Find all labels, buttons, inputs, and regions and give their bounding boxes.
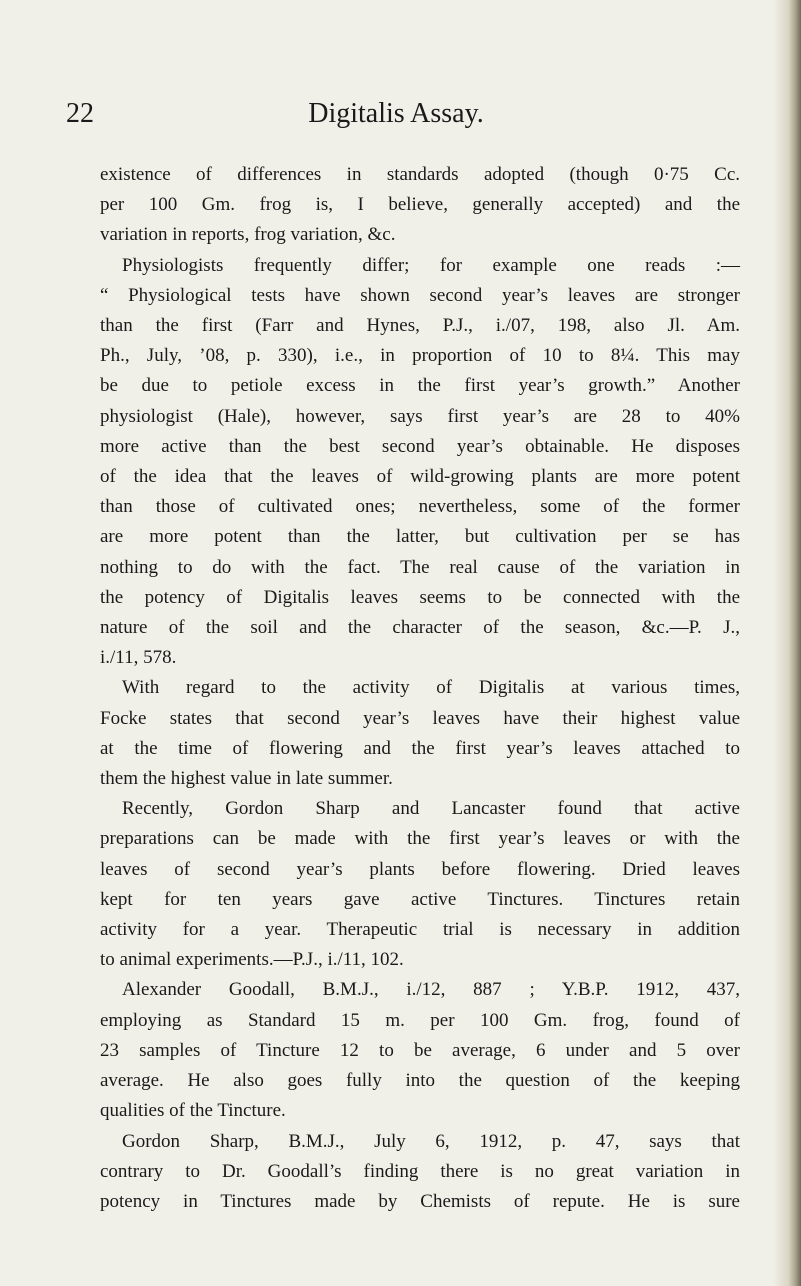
text-line: than those of cultivated ones; nevertheless, some of the former: [100, 496, 740, 518]
paragraph-3: [100, 673, 740, 794]
text-line: Alexander Goodall, B.M.J., i./12, 887 ; Y.B.P. 1912, 437,: [122, 979, 740, 1001]
text-line: existence of differences in standards adopted (though 0·75 Cc.: [100, 164, 740, 185]
text-line: potency in Tinctures made by Chemists of repute. He is sure: [100, 1190, 740, 1212]
text-line: i./11, 578.: [100, 647, 177, 669]
text-line: per 100 Gm. frog is, I believe, generally accepted) and the: [100, 194, 740, 216]
page-number: 22: [66, 98, 94, 129]
text-line: variation in reports, frog variation, &c.: [100, 224, 396, 246]
text-line: physiologist (Hale), however, says first year’s are 28 to 40%: [100, 405, 740, 427]
text-line: kept for ten years gave active Tinctures. Tinctures retain: [100, 888, 740, 910]
page-edge-shadow: [773, 0, 801, 1286]
text-line: are more potent than the latter, but cultivation per se has: [100, 526, 740, 548]
text-line: the potency of Digitalis leaves seems to be connected with the: [100, 586, 740, 608]
text-line: leaves of second year’s plants before flowering. Dried leaves: [100, 858, 740, 880]
text-line: Focke states that second year’s leaves have their highest value: [100, 707, 740, 729]
text-line: Physiologists frequently differ; for example one reads :—: [122, 254, 740, 276]
paragraph-4: [100, 794, 740, 975]
text-line: preparations can be made with the first year’s leaves or with the: [100, 828, 740, 850]
text-line: them the highest value in late summer.: [100, 768, 393, 790]
text-line: “ Physiological tests have shown second year’s leaves are stronger: [100, 284, 740, 306]
text-line: contrary to Dr. Goodall’s finding there is no great variation in: [100, 1160, 740, 1182]
text-line: employing as Standard 15 m. per 100 Gm. frog, found of: [100, 1009, 740, 1031]
text-line: 23 samples of Tincture 12 to be average, 6 under and 5 over: [100, 1039, 740, 1061]
text-line: qualities of the Tincture.: [100, 1100, 286, 1122]
text-line: With regard to the activity of Digitalis at various times,: [122, 677, 740, 699]
text-line: at the time of flowering and the first year’s leaves attached to: [100, 737, 740, 759]
text-line: nature of the soil and the character of the season, &c.—P. J.,: [100, 617, 740, 639]
running-title: Digitalis Assay.: [308, 98, 484, 129]
text-line: to animal experiments.—P.J., i./11, 102.: [100, 949, 404, 971]
body-text: [100, 160, 740, 1217]
page-header: [66, 98, 726, 138]
paragraph-6: [100, 1127, 740, 1218]
paragraph-1: [100, 160, 740, 251]
text-line: Ph., July, ’08, p. 330), i.e., in proportion of 10 to 8¼. This may: [100, 345, 740, 367]
text-line: more active than the best second year’s obtainable. He disposes: [100, 435, 740, 457]
text-line: nothing to do with the fact. The real cause of the variation in: [100, 556, 740, 578]
text-line: be due to petiole excess in the first year’s growth.” Another: [100, 375, 740, 397]
text-line: activity for a year. Therapeutic trial is necessary in addition: [100, 919, 740, 941]
text-line: average. He also goes fully into the question of the keeping: [100, 1070, 740, 1092]
text-line: than the first (Farr and Hynes, P.J., i./07, 198, also Jl. Am.: [100, 315, 740, 337]
text-line: of the idea that the leaves of wild-growing plants are more potent: [100, 466, 740, 488]
paragraph-5: [100, 975, 740, 1126]
paragraph-2: [100, 251, 740, 674]
text-line: Gordon Sharp, B.M.J., July 6, 1912, p. 47, says that: [122, 1130, 740, 1152]
text-line: Recently, Gordon Sharp and Lancaster found that active: [122, 798, 740, 820]
